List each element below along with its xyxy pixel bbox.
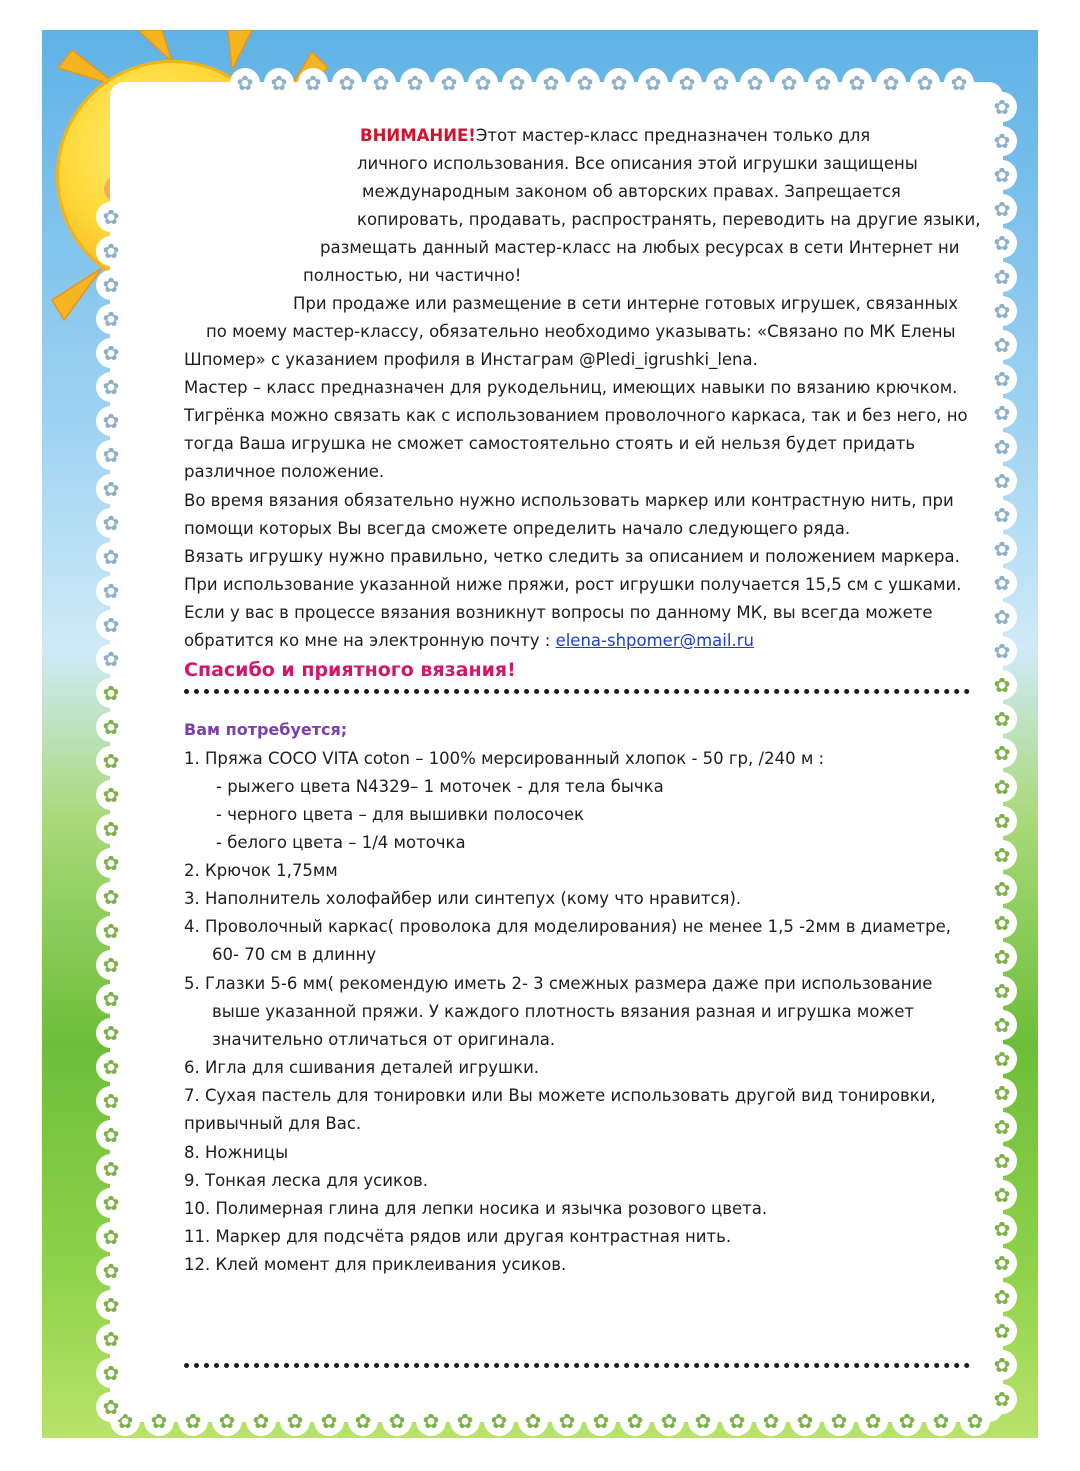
materials-line-1: 1. Пряжа COCO VITA coton – 100% мерсированный хлопок - 50 гр, /240 м :	[184, 749, 825, 768]
notice-line-9: Шпомер» с указанием профиля в Инстаграм @Pledi_igrushki_lena.	[184, 350, 758, 369]
materials-line-12: 6. Игла для сшивания деталей игрушки.	[184, 1058, 540, 1077]
materials-line-10: выше указанной пряжи. У каждого плотность вязания разная и игрушка может	[212, 1002, 915, 1021]
notice-line-19: обратится ко мне на электронную почту : elena-shpomer@mail.ru	[184, 631, 754, 650]
materials-line-15: 8. Ножницы	[184, 1143, 289, 1162]
notice-line-14: Во время вязания обязательно нужно использовать маркер или контрастную нить, при	[184, 491, 954, 510]
materials-heading: Вам потребуется;	[184, 720, 348, 739]
materials-line-16: 9. Тонкая леска для усиков.	[184, 1171, 429, 1190]
notice-line-16: Вязать игрушку нужно правильно, четко следить за описанием и положением маркера.	[184, 547, 960, 566]
notice-line-6: полностью, ни частично!	[303, 266, 522, 285]
notice-line-15: помощи которых Вы всегда сможете определить начало следующего ряда.	[184, 519, 851, 538]
notice-line-3: международным законом об авторских правах. Запрещается	[362, 182, 901, 201]
materials-line-19: 12. Клей момент для приклеивания усиков.	[184, 1255, 567, 1274]
notice-line-5: размещать данный мастер-класс на любых ресурсах в сети Интернет ни	[320, 238, 960, 257]
email-link[interactable]: elena-shpomer@mail.ru	[555, 631, 754, 650]
materials-line-11: значительно отличаться от оригинала.	[212, 1030, 556, 1049]
materials-line-6: 3. Наполнитель холофайбер или синтепух (кому что нравится).	[184, 889, 742, 908]
notice-line-4: копировать, продавать, распространять, переводить на другие языки,	[357, 210, 981, 229]
dotted-divider-top	[184, 689, 970, 694]
materials-line-14: привычный для Вас.	[184, 1114, 362, 1133]
materials-line-13: 7. Сухая пастель для тонировки или Вы можете использовать другой вид тонировки,	[184, 1086, 936, 1105]
materials-line-2: - рыжего цвета N4329– 1 моточек - для тела бычка	[216, 777, 664, 796]
dotted-divider-bottom	[184, 1363, 970, 1368]
notice-line-17: При использование указанной ниже пряжи, рост игрушки получается 15,5 см с ушками.	[184, 575, 962, 594]
notice-line-10: Мастер – класс предназначен для рукодельниц, имеющих навыки по вязанию крючком.	[184, 378, 958, 397]
notice-line-18: Если у вас в процессе вязания возникнут вопросы по данному МК, вы всегда можете	[184, 603, 933, 622]
notice-line-13: различное положение.	[184, 462, 385, 481]
materials-line-7: 4. Проволочный каркас( проволока для моделирования) не менее 1,5 -2мм в диаметре,	[184, 917, 951, 936]
warning-word: ВНИМАНИЕ!	[360, 126, 476, 145]
materials-line-18: 11. Маркер для подсчёта рядов или другая контрастная нить.	[184, 1227, 732, 1246]
notice-line-12: тогда Ваша игрушка не сможет самостоятельно стоять и ей нельзя будет придать	[184, 434, 916, 453]
notice-line-11: Тигрёнка можно связать как с использованием проволочного каркаса, так и без него, но	[184, 406, 968, 425]
notice-line-7: При продаже или размещение в сети интерне готовых игрушек, связанных	[293, 294, 959, 313]
materials-line-17: 10. Полимерная глина для лепки носика и язычка розового цвета.	[184, 1199, 768, 1218]
materials-line-5: 2. Крючок 1,75мм	[184, 861, 338, 880]
materials-line-8: 60- 70 см в длинну	[212, 945, 377, 964]
materials-line-9: 5. Глазки 5-6 мм( рекомендую иметь 2- 3 смежных размера даже при использование	[184, 974, 933, 993]
materials-line-3: - черного цвета – для вышивки полосочек	[216, 805, 584, 824]
notice-line-8: по моему мастер-классу, обязательно необходимо указывать: «Связано по МК Елены	[206, 322, 956, 341]
thanks-message: Спасибо и приятного вязания!	[184, 659, 516, 681]
notice-line-2: личного использования. Все описания этой игрушки защищены	[357, 154, 918, 173]
notice-line-1: ВНИМАНИЕ!Этот мастер-класс предназначен только для	[360, 126, 871, 145]
materials-line-4: - белого цвета – 1/4 моточка	[216, 833, 466, 852]
